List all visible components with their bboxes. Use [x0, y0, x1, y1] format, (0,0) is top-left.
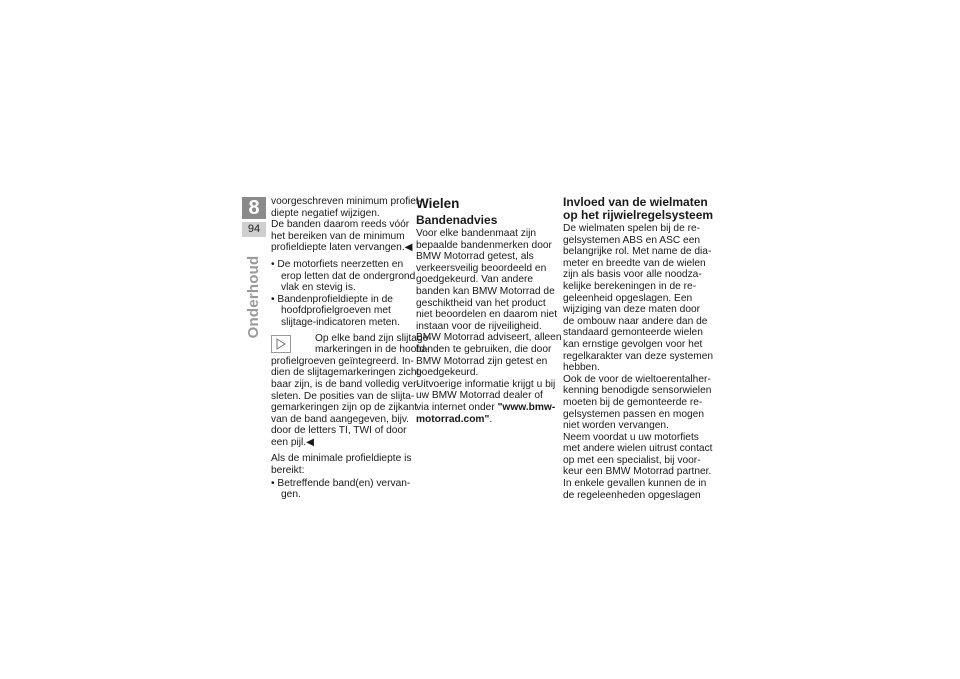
text-line: niet beoordelen en daarom niet	[416, 309, 558, 321]
text-line: bereikt:	[271, 465, 305, 477]
text-line: baar zijn, is de band volledig ver-	[271, 378, 420, 390]
text-line: regelkarakter van deze systemen	[563, 350, 714, 362]
text-line: bepaalde bandenmerken door	[416, 239, 552, 251]
note-block	[271, 332, 432, 449]
bullet-item: • De motorfiets neerzetten en	[271, 258, 404, 270]
title-line: op het rijwielregelsysteem	[563, 208, 714, 222]
text-line: op met een specialist, bij voor-	[563, 454, 701, 466]
bullet-list	[271, 477, 411, 501]
text-line: wijziging van deze maten door	[563, 304, 701, 316]
text-line: gelsystemen ABS en ASC een	[563, 234, 701, 246]
text-line: zijn als basis voor alle noodza-	[563, 269, 702, 281]
text-line: het bereiken van de minimum	[271, 230, 405, 242]
bullet-item: • Betreffende band(en) vervan-	[271, 477, 411, 489]
intro-paragraph	[271, 196, 422, 254]
text-line: profielgroeven geïntegreerd. In-	[271, 355, 414, 367]
text-line: Op elke band zijn slijtage-	[315, 332, 432, 344]
text-line: De motorfiets neerzetten en	[277, 258, 404, 270]
text-line: Als de minimale profieldiepte is	[271, 453, 412, 465]
wheel-size-paragraph	[563, 223, 714, 501]
subsection-title: Bandenadvies	[416, 213, 498, 227]
column-3	[563, 195, 714, 506]
title-line: Invloed van de wielmaten	[563, 195, 708, 209]
text-line: sleten. De posities van de slijta-	[271, 390, 415, 402]
text-line: geleenheid opgeslagen. Een	[563, 292, 693, 304]
text-line: gelsystemen passen en mogen	[563, 408, 705, 420]
text-line: profieldiepte laten vervangen.◀	[271, 242, 413, 254]
chapter-side-title-text: Onderhoud	[245, 255, 262, 339]
text-line: diepte negatief wijzigen.	[271, 207, 380, 219]
text-line: verkeersveilig beoordeeld en	[416, 262, 547, 274]
text-line: banden kan BMW Motorrad de	[416, 285, 555, 297]
text-line: hebben.	[563, 362, 600, 374]
text-line: moeten bij de gemonteerde re-	[563, 396, 703, 408]
bullet-list	[271, 258, 416, 329]
note-triangle-icon	[271, 335, 291, 353]
text-line: keur een BMW Motorrad partner.	[563, 466, 712, 478]
text-line: voorgeschreven minimum profiel-	[271, 196, 422, 207]
text-line: meter en breedte van de wielen	[563, 257, 706, 269]
column-1	[271, 196, 432, 506]
chapter-number: 8	[242, 197, 266, 219]
text-line: De banden daarom reeds vóór	[271, 219, 410, 231]
text-line: In enkele gevallen kunnen de in	[563, 478, 707, 490]
text-line: gen.	[281, 489, 301, 501]
column-2	[416, 196, 562, 430]
text-line: Voor elke bandenmaat zijn	[416, 228, 537, 239]
text-line: gemarkeringen zijn op de zijkant	[271, 402, 418, 414]
text-line: geschiktheid van het product	[416, 297, 546, 309]
text-line: erop letten dat de ondergrond	[281, 270, 416, 282]
text-line: standaard gemonteerde wielen	[563, 327, 703, 339]
text-line: Neem voordat u uw motorfiets	[563, 431, 699, 443]
website-link-continued[interactable]: motorrad.com"	[416, 413, 490, 425]
url-suffix: .	[489, 413, 493, 425]
text-line: Bandenprofieldiepte in de	[277, 293, 393, 305]
text-line: kenning benodigde sensorwielen	[563, 385, 712, 397]
text-line: de regeleenheden opgeslagen	[563, 489, 701, 501]
text-line	[416, 401, 556, 414]
min-depth-paragraph	[271, 453, 412, 477]
text-line: markeringen in de hoofd-	[315, 344, 429, 356]
text-line: dien de slijtagemarkeringen zicht-	[271, 367, 423, 379]
chapter-side-title	[240, 248, 268, 346]
section-title	[563, 195, 714, 222]
text-line: goedgekeurd. Van andere	[416, 274, 534, 286]
text-line: BMW Motorrad zijn getest en	[416, 355, 548, 367]
text-line: niet worden vervangen.	[563, 420, 669, 432]
text-line: BMW Motorrad adviseert, alleen	[416, 332, 562, 344]
page-number: 94	[242, 222, 266, 237]
website-link[interactable]: "www.bmw-	[497, 401, 556, 413]
text-line	[416, 414, 552, 426]
text-line: BMW Motorrad getest, als	[416, 251, 534, 263]
text-line: belangrijke rol. Met name de dia-	[563, 246, 712, 258]
text-line: slijtage-indicatoren meten.	[281, 316, 400, 328]
tyre-advice-paragraph	[416, 228, 562, 425]
text-line: uw BMW Motorrad dealer of	[416, 390, 543, 402]
url-prefix: via internet onder	[416, 401, 498, 413]
text-line: goedgekeurd.	[416, 367, 479, 379]
text-line: kelijke berekeningen in de re-	[563, 280, 697, 292]
text-line: instaan voor de rijveiligheid.	[416, 320, 542, 332]
bullet-item: • Bandenprofieldiepte in de	[271, 293, 393, 305]
text-line: De wielmaten spelen bij de re-	[563, 223, 701, 234]
text-line: hoofdprofielgroeven met	[281, 305, 391, 317]
section-title: Wielen	[416, 196, 460, 211]
text-line: Ook de voor de wieltoerentalher-	[563, 373, 711, 385]
text-line: kan ernstige gevolgen voor het	[563, 338, 703, 350]
text-line: Uitvoerige informatie krijgt u bij	[416, 378, 556, 390]
text-line: van de band aangegeven, bijv.	[271, 413, 410, 425]
text-line: een pijl.◀	[271, 436, 314, 448]
text-line: banden te gebruiken, die door	[416, 343, 552, 355]
text-line: vlak en stevig is.	[281, 282, 356, 294]
text-line: door de letters TI, TWI of door	[271, 425, 407, 437]
text-line: met andere wielen uitrust contact	[563, 443, 713, 455]
text-line: de ombouw naar andere dan de	[563, 315, 708, 327]
text-line: Betreffende band(en) vervan-	[277, 477, 411, 489]
